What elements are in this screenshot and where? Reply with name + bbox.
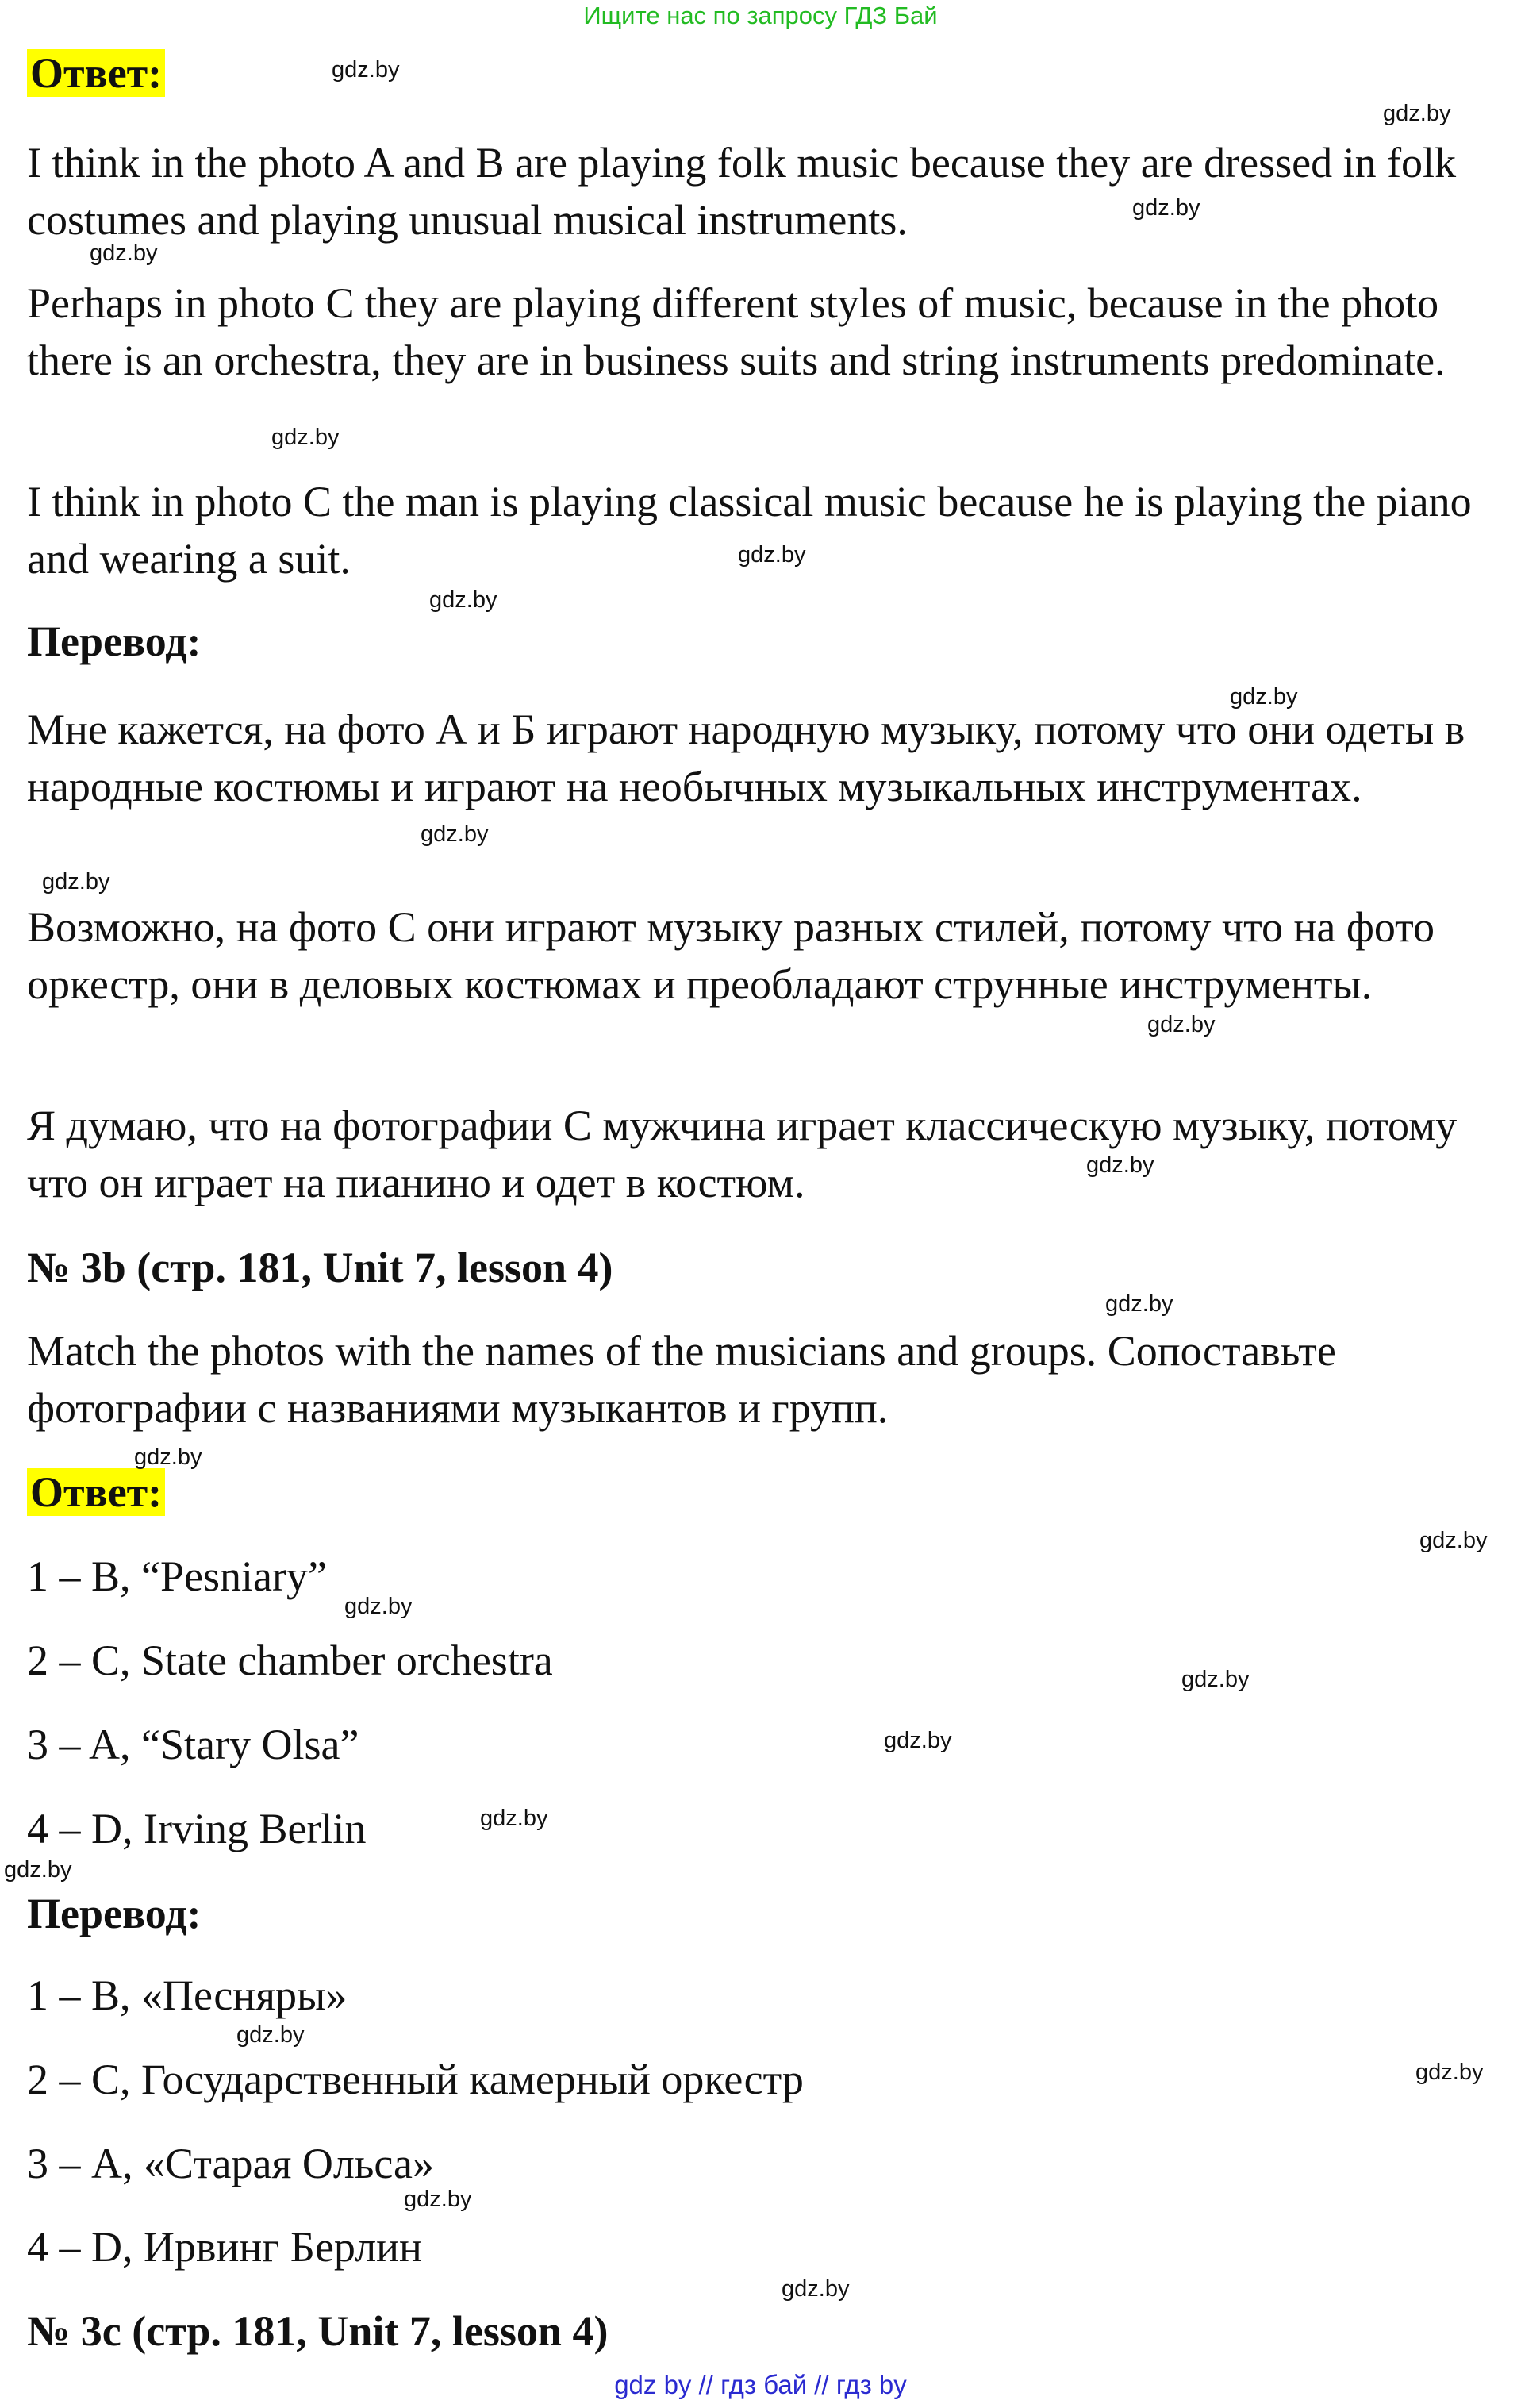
- translation-heading: Перевод:: [27, 617, 202, 665]
- watermark: gdz.by: [134, 1444, 202, 1470]
- watermark: gdz.by: [90, 240, 158, 266]
- watermark: gdz.by: [404, 2187, 472, 2212]
- list-item: 1 – В, «Песняры»: [27, 1971, 348, 2019]
- watermark: gdz.by: [738, 542, 806, 567]
- watermark: gdz.by: [1181, 1667, 1250, 1692]
- answer-heading-3b: Ответ:: [27, 1468, 165, 1516]
- search-banner[interactable]: Ищите нас по запросу ГДЗ Бай: [583, 2, 938, 29]
- footer-links[interactable]: gdz by // гдз бай // гдз by: [614, 2370, 907, 2399]
- answer-paragraph-3: I think in photo C the man is playing classical music because he is playing the piano and wearing a suit.: [27, 478, 1472, 583]
- watermark: gdz.by: [884, 1728, 952, 1753]
- watermark: gdz.by: [236, 2022, 305, 2048]
- list-item: 2 – C, State chamber orchestra: [27, 1637, 553, 1684]
- watermark: gdz.by: [1415, 2060, 1484, 2085]
- list-item: 4 – D, Irving Berlin: [27, 1805, 367, 1852]
- exercise-3b-title: № 3b (стр. 181, Unit 7, lesson 4): [27, 1244, 613, 1291]
- watermark: gdz.by: [4, 1857, 72, 1883]
- list-item: 2 – С, Государственный камерный оркестр: [27, 2056, 804, 2103]
- exercise-3b-task: Match the photos with the names of the musicians and groups. Сопоставьте фотографии с названиями музыкантов и групп.: [27, 1327, 1336, 1432]
- translation-paragraph-3: Я думаю, что на фотографии С мужчина играет классическую музыку, потому что он играет на пианино и одет в костюм.: [27, 1102, 1458, 1206]
- list-item: 3 – A, “Stary Olsa”: [27, 1721, 359, 1768]
- watermark: gdz.by: [344, 1594, 413, 1619]
- watermark: gdz.by: [1132, 195, 1200, 221]
- watermark: gdz.by: [42, 869, 110, 894]
- exercise-3c-title: № 3c (стр. 181, Unit 7, lesson 4): [27, 2307, 609, 2355]
- list-item: 4 – D, Ирвинг Берлин: [27, 2223, 422, 2271]
- watermark: gdz.by: [480, 1806, 548, 1831]
- watermark: gdz.by: [421, 821, 489, 847]
- watermark: gdz.by: [1419, 1528, 1488, 1553]
- list-item: 1 – B, “Pesniary”: [27, 1552, 327, 1600]
- watermark: gdz.by: [1230, 684, 1298, 710]
- watermark: gdz.by: [1105, 1291, 1173, 1317]
- answer-paragraph-1: I think in the photo A and B are playing folk music because they are dressed in folk costumes and playing unusual musical instruments.: [27, 139, 1457, 244]
- answer-paragraph-2: Perhaps in photo C they are playing different styles of music, because in the photo there is an orchestra, they are in business suits and string instruments predominate.: [27, 279, 1446, 384]
- watermark: gdz.by: [1086, 1152, 1154, 1178]
- watermark: gdz.by: [429, 587, 497, 613]
- translation-heading-3b: Перевод:: [27, 1890, 202, 1937]
- watermark: gdz.by: [1383, 101, 1451, 126]
- answer-heading: Ответ:: [27, 49, 165, 97]
- watermark: gdz.by: [271, 425, 340, 450]
- list-item: 3 – А, «Старая Ольса»: [27, 2140, 434, 2187]
- translation-paragraph-2: Возможно, на фото С они играют музыку разных стилей, потому что на фото оркестр, они в деловых костюмах и преобладают струнные инструменты.: [27, 903, 1435, 1008]
- watermark: gdz.by: [1147, 1012, 1216, 1037]
- translation-paragraph-1: Мне кажется, на фото А и Б играют народную музыку, потому что они одеты в народные костюмы и играют на необычных музыкальных инструментах.: [27, 706, 1465, 810]
- watermark: gdz.by: [332, 57, 400, 83]
- watermark: gdz.by: [782, 2276, 850, 2302]
